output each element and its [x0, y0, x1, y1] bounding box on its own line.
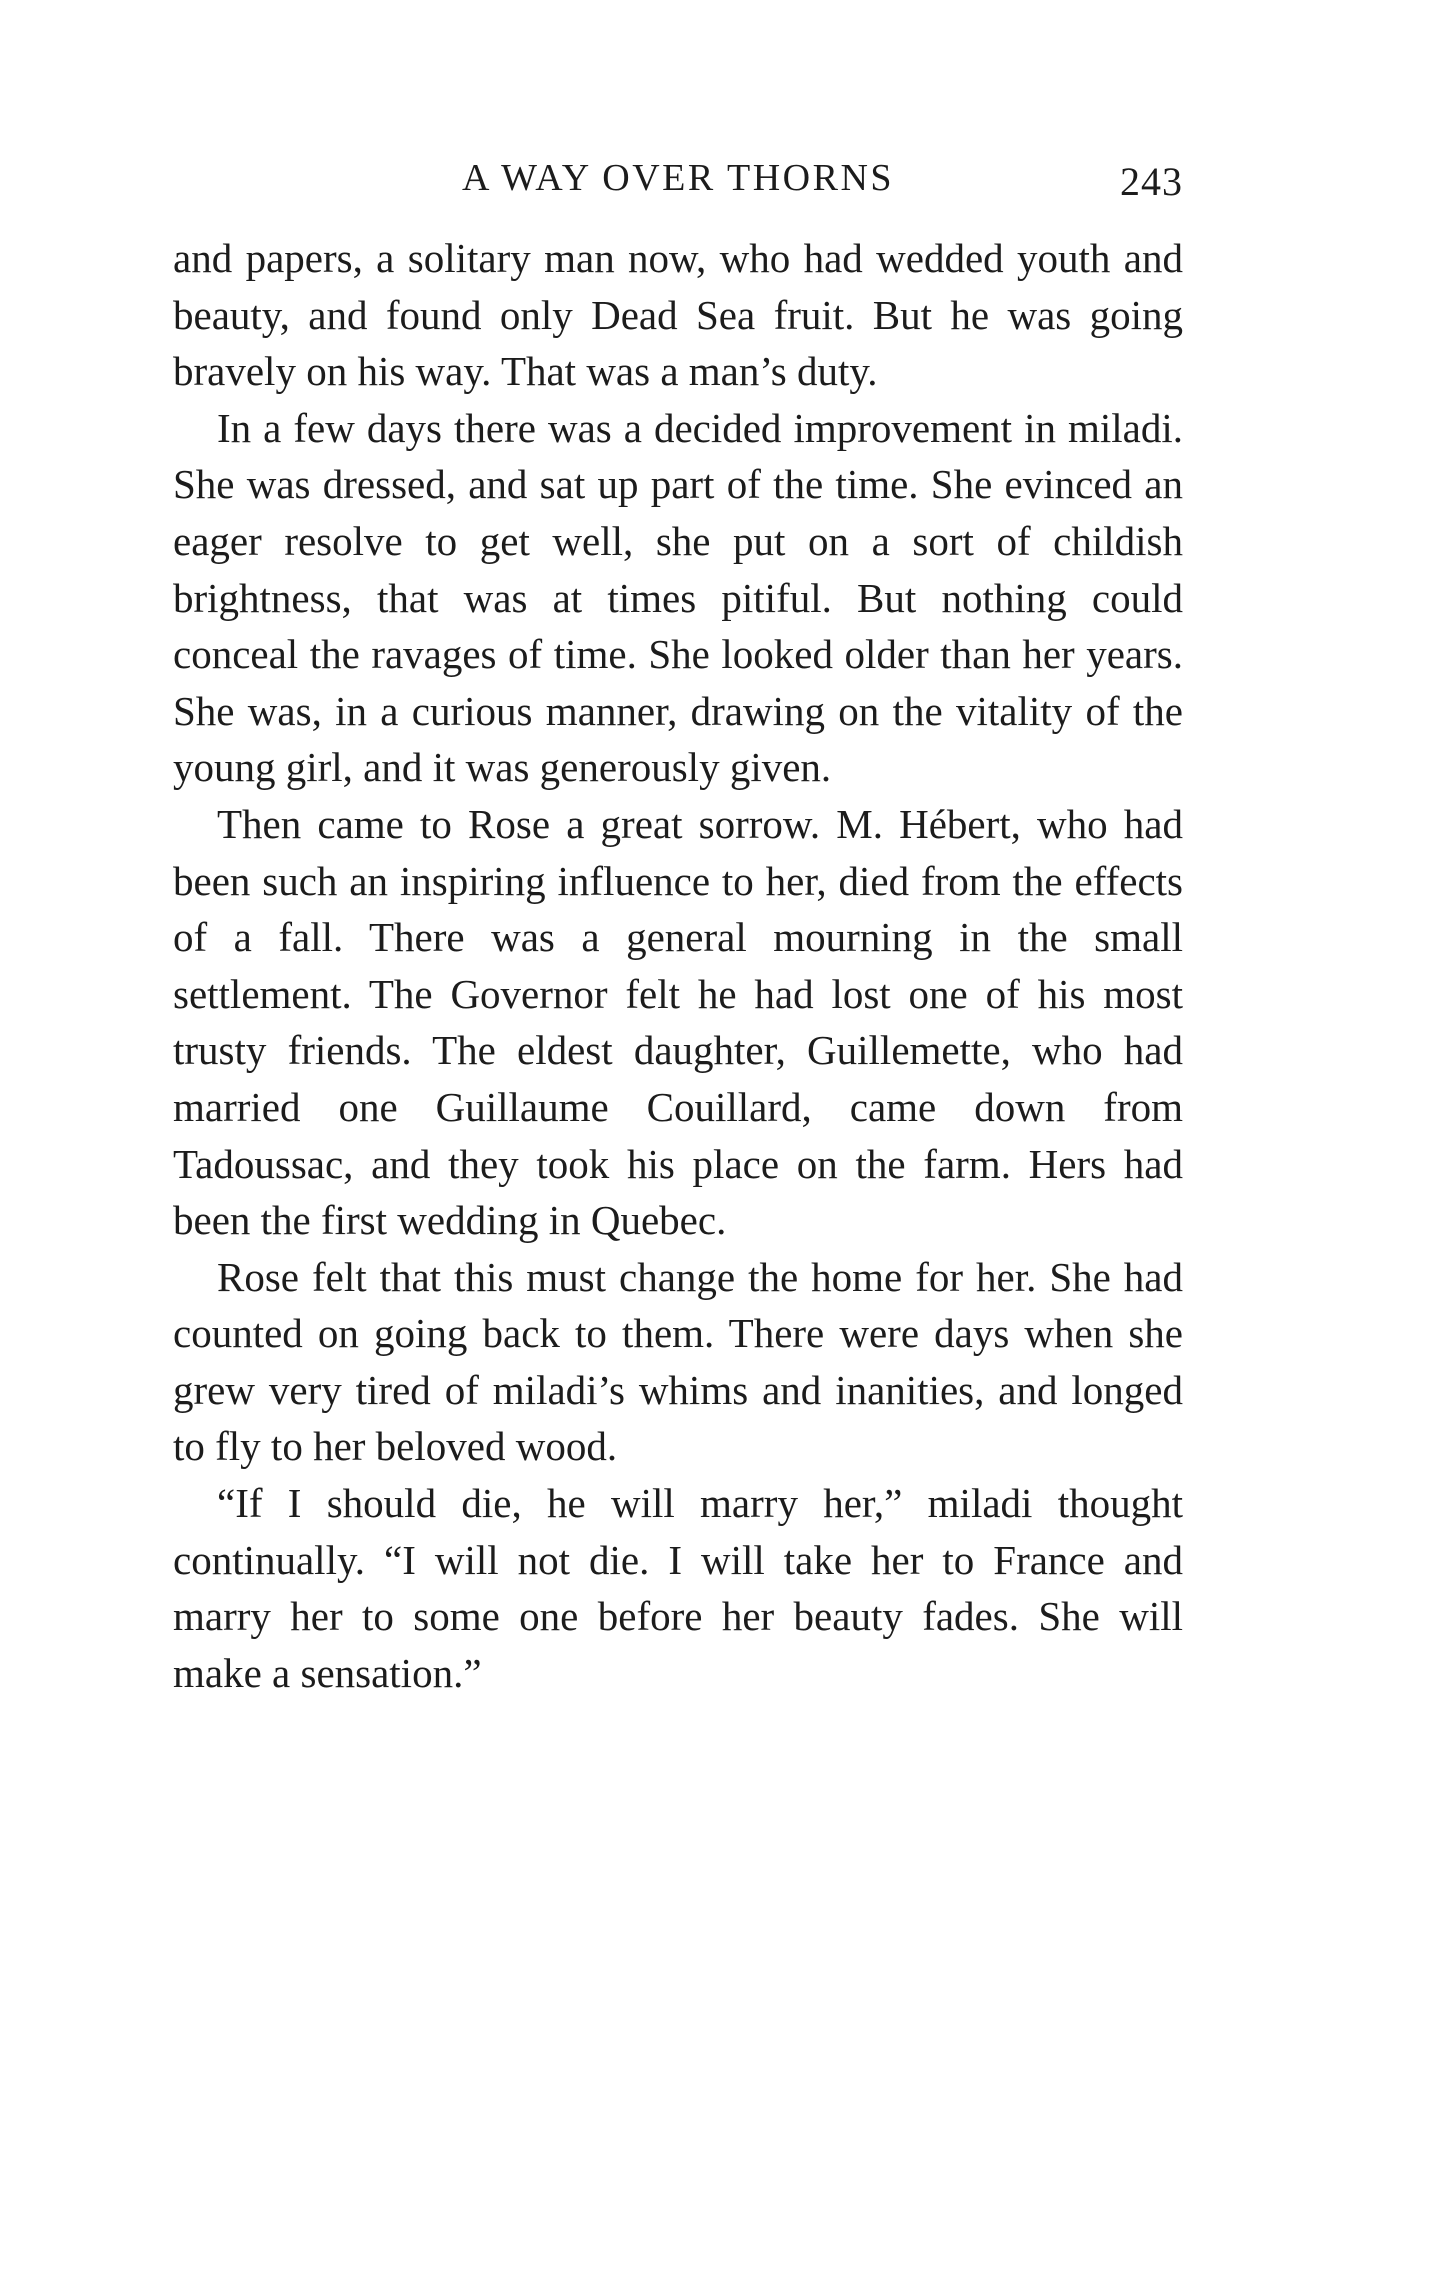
running-head — [173, 148, 1183, 208]
running-title: A WAY OVER THORNS — [461, 157, 895, 199]
paragraph-hebert-death: Then came to Rose a great sorrow. M. Hébert, who had been such an inspiring influence to her, died from the effects of a fall. There was a general mourning in the small settlement. The Governor felt he had lost one of his most trusty friends. The eldest daughter, Guillemette, who had married one Guillaume Couillard, came down from Tadoussac, and they took his place on the farm. Hers had been the first wedding in Quebec. — [173, 800, 1183, 1244]
body-text — [173, 230, 1183, 1701]
page-number: 243 — [1120, 159, 1183, 204]
paragraph-miladi-thoughts: “If I should die, he will marry her,” miladi thought continually. “I will not die. I will take her to France and marry her to some one before her beauty fades. She will make a sensation.” — [173, 1480, 1183, 1696]
paragraph-continued: and papers, a solitary man now, who had wedded youth and beauty, and found only Dead Sea fruit. But he was going bravely on his way. That was a man’s duty. — [173, 235, 1183, 395]
paragraph-miladi-improvement: In a few days there was a decided improvement in miladi. She was dressed, and sat up part of the time. She evinced an eager resolve to get well, she put on a sort of childish brightness, that was at times pitiful. But nothing could conceal the ravages of time. She looked older than her years. She was, in a curious manner, drawing on the vitality of the young girl, and it was generously given. — [173, 404, 1183, 791]
paragraph-rose-home: Rose felt that this must change the home for her. She had counted on going back to them. There were days when she grew very tired of miladi’s whims and inanities, and longed to fly to her beloved wood. — [173, 1253, 1183, 1470]
